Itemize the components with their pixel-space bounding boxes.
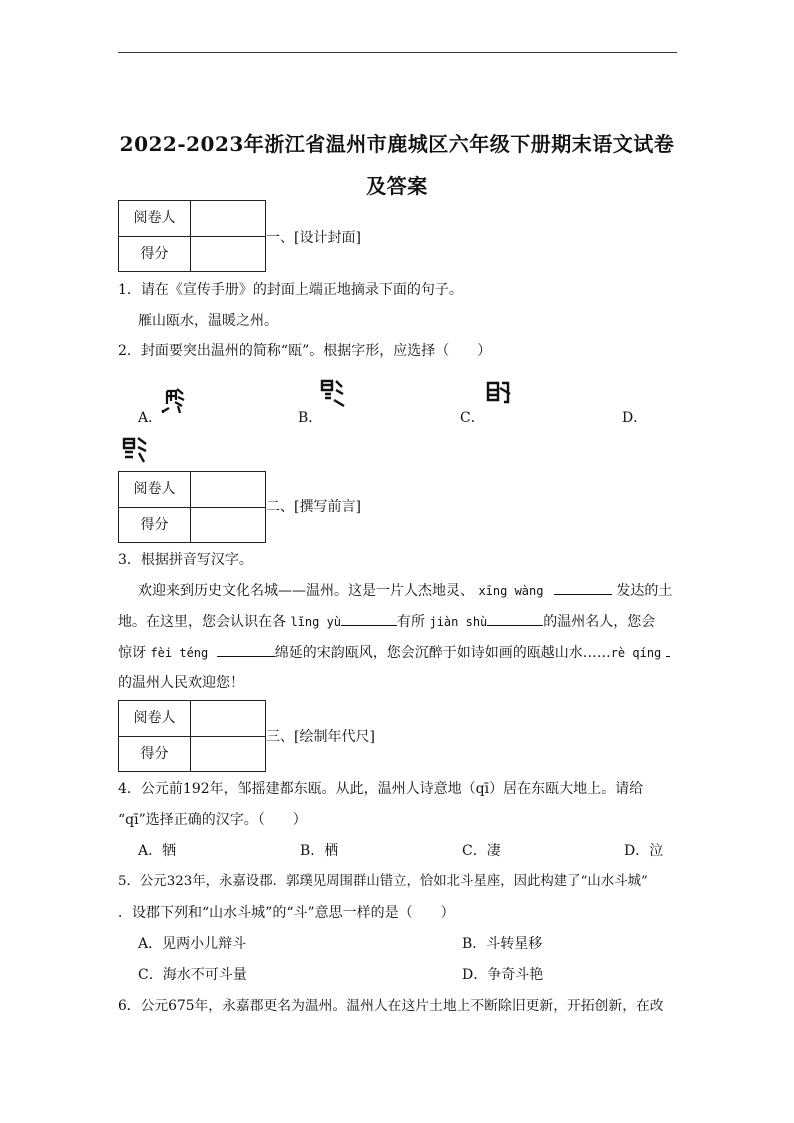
q3-pinyin: fèi téng [150, 646, 209, 660]
q3-text: 的温州名人，您会 [543, 614, 656, 630]
question-3: 3．根据拼音写汉字。 [118, 552, 253, 568]
reader-label: 阅卷人 [119, 472, 191, 508]
question-5-line-2: ．设郡下列和“山水斗城”的“斗”意思一样的是（ ） [118, 905, 455, 921]
q3-pinyin: lǐng yù [290, 615, 342, 629]
score-label: 得分 [119, 237, 191, 271]
question-3-line-1 [138, 580, 672, 601]
score-label: 得分 [119, 737, 191, 771]
question-3-line-2 [118, 611, 655, 632]
section-heading: 一、[设计封面] [266, 230, 361, 246]
question-6-line-1: 6．公元675年，永嘉郡更名为温州。温州人在这片土地上不断除旧更新，开拓创新，在改 [118, 998, 664, 1014]
score-label: 得分 [119, 508, 191, 542]
q3-text: 惊讶 [118, 645, 146, 661]
q4-option-b[interactable]: B．栖 [300, 843, 339, 859]
score-box [118, 471, 266, 543]
reader-label: 阅卷人 [119, 701, 191, 737]
q3-text: 有所 [397, 614, 426, 630]
question-3-line-4: 的温州人民欢迎您！ [118, 675, 244, 691]
score-box [118, 700, 266, 772]
question-2: 2．封面要突出温州的简称“瓯”。根据字形，应选择（ ） [118, 343, 492, 359]
score-value [191, 237, 265, 271]
q3-text: 地。在这里，您会认识在各 [118, 614, 286, 630]
question-3-line-3 [118, 642, 670, 663]
option-b-label: B． [298, 410, 323, 426]
header-rule [118, 52, 677, 53]
seal-glyph-c-icon [486, 380, 512, 410]
section-heading: 二、[撰写前言] [266, 499, 361, 515]
score-value [191, 737, 265, 771]
doc-title-line1: 2022-2023年浙江省温州市鹿城区六年级下册期末语文试卷 [119, 132, 675, 156]
q5-option-d[interactable]: D．争奇斗艳 [462, 967, 544, 983]
q3-pinyin: jiàn shù [429, 615, 488, 629]
reader-label: 阅卷人 [119, 201, 191, 237]
q5-option-b[interactable]: B．斗转星移 [462, 936, 543, 952]
q3-text: 绵延的宋韵瓯风，您会沉醉于如诗如画的瓯越山水…… [274, 645, 611, 661]
question-1: 1．请在《宣传手册》的封面上端正地摘录下面的句子。 [118, 282, 463, 298]
option-d-label: D． [622, 410, 648, 426]
option-a-label: A． [138, 410, 163, 426]
q4-option-a[interactable]: A．牺 [138, 843, 177, 859]
question-4-line-1: 4．公元前192年，邹摇建都东瓯。从此，温州人诗意地（qī）居在东瓯大地上。请给 [118, 781, 644, 797]
doc-title-line2: 及答案 [366, 174, 428, 198]
q3-pinyin: rè qíng [610, 646, 662, 660]
answer-blank[interactable] [217, 642, 275, 657]
answer-blank[interactable] [487, 611, 543, 626]
seal-glyph-a-icon [160, 386, 186, 416]
q3-text: 欢迎来到历史文化名城——温州。这是一片人杰地灵、 [138, 583, 474, 599]
answer-blank[interactable] [341, 611, 397, 626]
q3-text: 发达的土 [616, 583, 673, 599]
answer-blank[interactable] [666, 642, 670, 657]
score-box [118, 200, 266, 272]
seal-glyph-d-icon [122, 436, 148, 466]
section-heading: 三、[绘制年代尺] [266, 729, 375, 745]
seal-glyph-b-icon [320, 378, 346, 408]
answer-blank[interactable] [554, 580, 612, 595]
question-4-line-2: “qī”选择正确的汉字。（ ） [118, 812, 307, 828]
question-5-line-1: 5．公元323年，永嘉设郡．郭璞见周围群山错立，恰如北斗星座，因此构建了“山水斗城” [118, 874, 648, 889]
q4-option-c[interactable]: C．凄 [462, 843, 501, 859]
q5-option-a[interactable]: A．见两小儿辩斗 [138, 936, 247, 952]
score-value [191, 508, 265, 542]
q4-option-d[interactable]: D．泣 [624, 843, 664, 859]
reader-value [191, 201, 265, 237]
reader-value [191, 472, 265, 508]
option-c-label: C． [460, 410, 485, 426]
reader-value [191, 701, 265, 737]
question-1-sentence: 雁山瓯水，温暖之州。 [138, 313, 278, 329]
q3-pinyin: xīng wàng [478, 584, 544, 598]
q5-option-c[interactable]: C．海水不可斗量 [138, 967, 247, 983]
